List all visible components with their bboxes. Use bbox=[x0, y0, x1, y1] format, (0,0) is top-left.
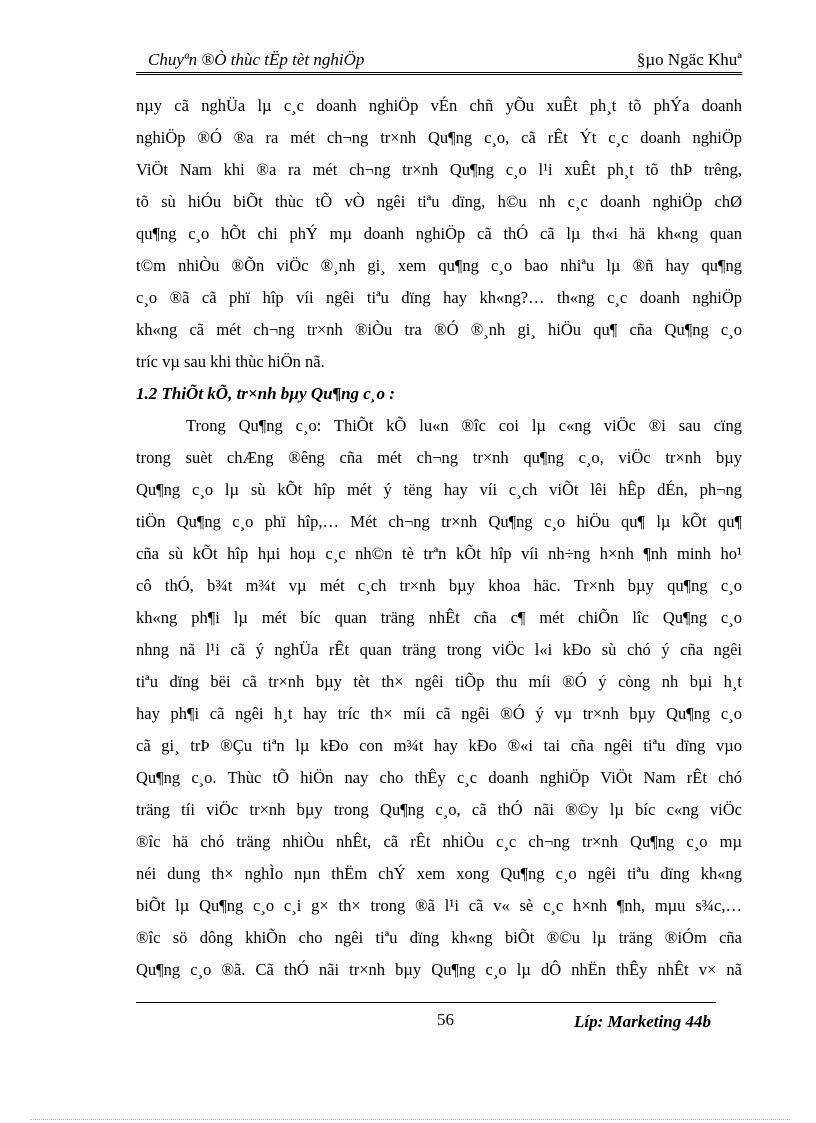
footer-divider bbox=[136, 1002, 716, 1003]
body-text bbox=[136, 90, 742, 986]
paragraph-line: cã gi¸ trÞ ®Çu tiªn lµ kÐo con m¾t hay kÐo ®«i tai cña ngêi tiªu dïng vµo bbox=[136, 736, 742, 755]
paragraph-line: cô thÓ, b¾t m¾t vµ mét c¸ch tr×nh bµy khoa häc. Tr×nh bµy qu¶ng c¸o bbox=[136, 576, 742, 595]
header-divider bbox=[136, 72, 742, 75]
header-title: Chuyªn ®Ò thùc tËp tèt nghiÖp bbox=[148, 50, 365, 69]
paragraph-line: tiÖn Qu¶ng c¸o phï hîp,… Mét ch¬ng tr×nh Qu¶ng c¸o hiÖu qu¶ lµ kÕt qu¶ bbox=[136, 512, 742, 531]
paragraph-line: ®îc hä chó träng nhiÒu nhÊt, cã rÊt nhiÒu c¸c ch¬ng tr×nh Qu¶ng c¸o mµ bbox=[136, 832, 742, 851]
paragraph-line: hay ph¶i cã ngêi h¸t hay tríc th× míi cã ngêi ®Ó ý vµ tr×nh bµy Qu¶ng c¸o bbox=[136, 704, 742, 723]
page-header bbox=[136, 50, 742, 74]
paragraph-line: tríc vµ sau khi thùc hiÖn nã. bbox=[136, 352, 325, 371]
page-bottom-edge bbox=[30, 1119, 790, 1120]
paragraph-line: qu¶ng c¸o hÕt chi phÝ mµ doanh nghiÖp cã thÓ cã lµ th«i hä kh«ng quan bbox=[136, 224, 742, 243]
paragraph-line: Qu¶ng c¸o ®ã. Cã thÓ nãi tr×nh bµy Qu¶ng c¸o lµ dÔ nhËn thÊy nhÊt v× nã bbox=[136, 960, 742, 979]
paragraph-line: Trong Qu¶ng c¸o: ThiÕt kÕ lu«n ®îc coi lµ c«ng viÖc ®i sau cïng bbox=[186, 416, 742, 435]
paragraph-line: cña sù kÕt hîp hµi hoµ c¸c nh©n tè trªn kÕt hîp víi nh÷ng h×nh ¶nh minh ho¹ bbox=[136, 544, 742, 563]
paragraph-line: Qu¶ng c¸o. Thùc tÕ hiÖn nay cho thÊy c¸c doanh nghiÖp ViÖt Nam rÊt chó bbox=[136, 768, 742, 787]
paragraph-line: kh«ng ph¶i lµ mét bíc quan träng nhÊt cña c¶ mét chiÕn lîc Qu¶ng c¸o bbox=[136, 608, 742, 627]
page-number: 56 bbox=[437, 1010, 454, 1029]
footer-class-label: Líp: Marketing 44b bbox=[574, 1012, 711, 1031]
paragraph-line: ®îc sö dông khiÕn cho ngêi tiªu dïng kh«ng biÕt ®©u lµ träng ®iÓm cña bbox=[136, 928, 742, 947]
paragraph-line: tõ sù hiÓu biÕt thùc tÕ vÒ ngêi tiªu dïng, h©u nh c¸c doanh nghiÖp chØ bbox=[136, 192, 742, 211]
paragraph-line: kh«ng cã mét ch¬ng tr×nh ®iÒu tra ®Ó ®¸nh gi¸ hiÖu qu¶ cña Qu¶ng c¸o bbox=[136, 320, 742, 339]
paragraph-line: biÕt lµ Qu¶ng c¸o c¸i g× th× trong ®ã l¹i cã v« sè c¸c h×nh ¶nh, mµu s¾c,… bbox=[136, 896, 742, 915]
paragraph-line: nµy cã nghÜa lµ c¸c doanh nghiÖp vÉn chñ yÕu xuÊt ph¸t tõ phÝa doanh bbox=[136, 96, 742, 115]
paragraph-line: tiªu dïng bëi cã tr×nh bµy tèt th× ngêi tiÕp thu míi ®Ó ý còng nh bµi h¸t bbox=[136, 672, 742, 691]
paragraph-line: Qu¶ng c¸o lµ sù kÕt hîp mét ý tëng hay víi c¸ch viÕt lêi hÊp dÉn, ph¬ng bbox=[136, 480, 742, 499]
paragraph-line: néi dung th× nghÌo nµn thËm chÝ xem xong Qu¶ng c¸o ngêi tiªu dïng kh«ng bbox=[136, 864, 742, 883]
header-author: §µo Ngäc Khuª bbox=[636, 50, 742, 69]
paragraph-line: träng tíi viÖc tr×nh bµy trong Qu¶ng c¸o, cã thÓ nãi ®©y lµ bíc c«ng viÖc bbox=[136, 800, 742, 819]
paragraph-line: ViÖt Nam khi ®a ra mét ch¬ng tr×nh Qu¶ng c¸o l¹i xuÊt ph¸t tõ thÞ trêng, bbox=[136, 160, 742, 179]
paragraph-line: c¸o ®ã cã phï hîp víi ngêi tiªu dïng hay kh«ng?… th«ng c¸c doanh nghiÖp bbox=[136, 288, 742, 307]
paragraph-line: t©m nhiÒu ®Õn viÖc ®¸nh gi¸ xem qu¶ng c¸o bao nhiªu lµ ®ñ hay qu¶ng bbox=[136, 256, 742, 275]
paragraph-line: nhng nã l¹i cã ý nghÜa rÊt quan träng trong viÖc l«i kÐo sù chó ý cña ngêi bbox=[136, 640, 742, 659]
section-heading: 1.2 ThiÕt kÕ, tr×nh bµy Qu¶ng c¸o : bbox=[136, 384, 395, 403]
paragraph-line: trong suèt chÆng ®êng cña mét ch¬ng tr×nh qu¶ng c¸o, viÖc tr×nh bµy bbox=[136, 448, 742, 467]
paragraph-line: nghiÖp ®Ó ®a ra mét ch¬ng tr×nh Qu¶ng c¸o, cã rÊt Ýt c¸c doanh nghiÖp bbox=[136, 128, 742, 147]
